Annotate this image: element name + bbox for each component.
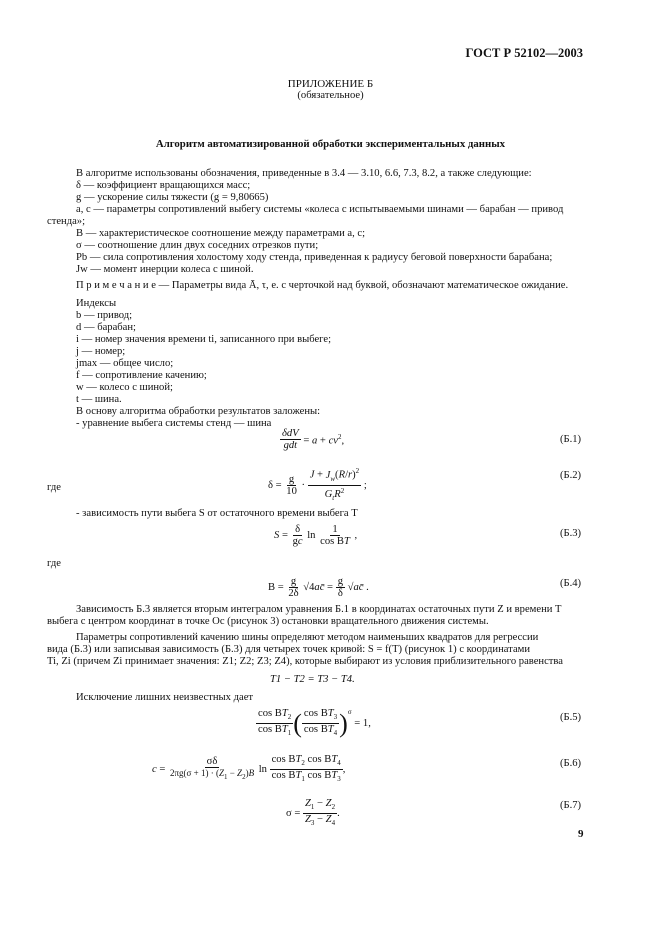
section-title: Алгоритм автоматизированной обработки экспериментальных данных [155, 138, 506, 150]
appendix-subtitle: (обязательное) [297, 90, 364, 101]
index-f: f — сопротивление качению; [76, 370, 207, 381]
basis-item-1: - уравнение выбега системы стенд — шина [76, 418, 272, 429]
paragraph-2-line-1: Параметры сопротивлений качению шины определяют методом наименьших квадратов для регрессии [76, 632, 539, 643]
indices-title: Индексы [76, 298, 117, 309]
def-g: g — ускорение силы тяжести (g = 9,80665) [76, 192, 269, 203]
def-b: B — характеристическое соотношение между параметрами a, c; [76, 228, 366, 239]
index-j: j — номер; [76, 346, 126, 357]
def-pb: Pb — сила сопротивления холостому ходу стенда, приведенная к радиусу беговой поверхности барабана; [76, 252, 553, 263]
equation-number-b7: (Б.7) [560, 800, 582, 811]
def-delta: δ — коэффициент вращающихся масс; [76, 180, 251, 191]
basis-intro: В основу алгоритма обработки результатов заложены: [76, 406, 321, 417]
where-label-2: где [47, 558, 61, 569]
equation-b5: $\frac{\cos BT_2}{\cos BT_1}$ ( $\frac{\cos BT_3}{\cos BT_4}$ ) $^\sigma$ = 1, [258, 708, 371, 738]
note [76, 280, 568, 292]
equation-b1: $\frac{\text{δdV}}{\text{gdt}}$ = $a + cv^2$, [282, 428, 345, 451]
equality-condition: T1 − T2 = T3 − T4. [270, 674, 355, 685]
equation-number-b6: (Б.6) [560, 758, 582, 769]
paragraph-2-line-3: Ti, Zi (причем Zi принимает значения: Z1; Z2; Z3; Z4), которые выбирают из условия приблизительного равенства [47, 656, 563, 667]
note-text: — Параметры вида Ā, τ, е. с черточкой над буквой, обозначают математическое ожидание. [158, 280, 569, 291]
basis-item-2: - зависимость пути выбега S от остаточного времени выбега T [76, 508, 358, 519]
index-i: i — номер значения времени ti, записанного при выбеге; [76, 334, 332, 345]
page-number: 9 [578, 828, 584, 840]
standard-code: ГОСТ Р 52102—2003 [465, 46, 583, 60]
def-ac-cont: стенда»; [47, 216, 86, 227]
equation-b2: δ = $\frac{g}{10}$ · $\frac{J + J_w(R/r)^2}{G_tR^2}$ ; [268, 467, 367, 503]
def-sigma: σ — соотношение длин двух соседних отрезков пути; [76, 240, 319, 251]
paragraph-1-line-2: выбега с центром координат в точке Oс (рисунок 3) остановки вращательного движения системы. [47, 616, 489, 627]
equation-number-b1: (Б.1) [560, 434, 582, 445]
equation-number-b5: (Б.5) [560, 712, 582, 723]
equation-b3: S = $\frac{\delta}{gc}$ ln $\frac{1}{\text{cos BT}}$ , [274, 524, 358, 547]
equation-b6: c = $\frac{\sigma\delta}{2\pi g(\sigma + 1) \cdot (Z_1 - Z_2)B}$ ln $\frac{\cos BT_2 \cos BT_4}{\cos BT_1 \cos BT_3}$ , [152, 754, 346, 784]
paragraph-1-line-1: Зависимость Б.3 является вторым интегралом уравнения Б.1 в координатах остаточных пути Z и времени T [76, 604, 562, 615]
intro-text: В алгоритме использованы обозначения, приведенные в 3.4 — 3.10, 6.6, 7.3, 8.2, а также следующие: [76, 168, 532, 179]
index-t: t — шина. [76, 394, 122, 405]
equation-number-b4: (Б.4) [560, 578, 582, 589]
exclusion-text: Исключение лишних неизвестных дает [76, 692, 254, 703]
equation-b4: B = $\frac{g}{2\delta}$ √4ac̄ = $\frac{g}{\delta}$ √ac̄ . [268, 576, 369, 599]
equation-number-b2: (Б.2) [560, 470, 582, 481]
note-label: П р и м е ч а н и е [76, 280, 156, 291]
index-jmax: jmax — общее число; [76, 358, 174, 369]
def-ac: a, c — параметры сопротивлений выбегу системы «колеса с испытываемыми шинами — барабан — привод [76, 204, 564, 215]
paragraph-2-line-2: вида (Б.3) или записывая зависимость (Б.3) для четырех точек кривой: S = f(T) (рисунок 1) с координатами [47, 644, 531, 655]
equation-b7: σ = $\frac{Z_1 - Z_2}{Z_3 - Z_4}$ . [286, 798, 340, 828]
equation-number-b3: (Б.3) [560, 528, 582, 539]
index-w: w — колесо с шиной; [76, 382, 173, 393]
appendix-title: ПРИЛОЖЕНИЕ Б [287, 78, 374, 90]
def-jw: Jw — момент инерции колеса с шиной. [76, 264, 254, 275]
index-d: d — барабан; [76, 322, 136, 333]
where-label-1: где [47, 482, 61, 493]
index-b: b — привод; [76, 310, 133, 321]
